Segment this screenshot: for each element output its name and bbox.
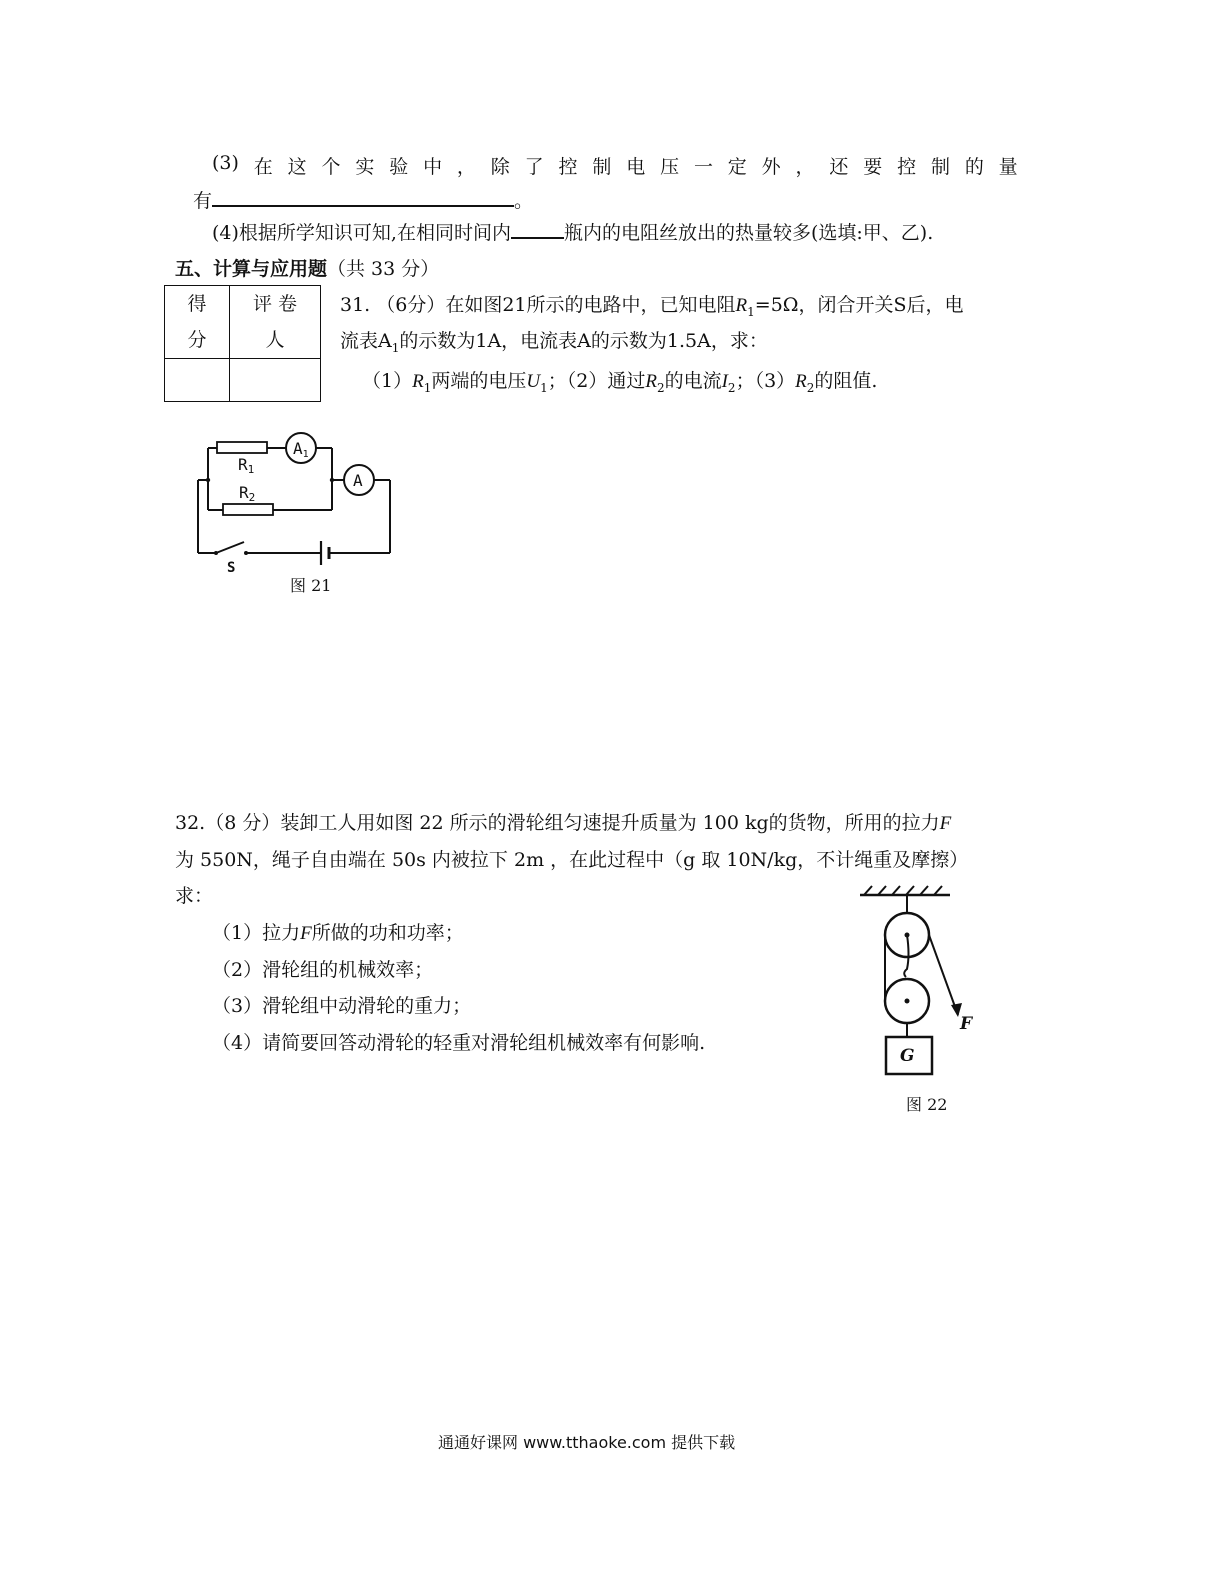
q30-part3-char: (3) bbox=[212, 152, 239, 174]
ammeter-a-label: A bbox=[353, 471, 363, 490]
q30-part3-char: 控 bbox=[558, 156, 578, 178]
q30-part3-char: 除 bbox=[490, 156, 510, 178]
section-points: （共 33 分） bbox=[327, 258, 440, 280]
q30-part3-char: 电 bbox=[626, 156, 646, 178]
switch-label: S bbox=[227, 560, 236, 576]
grader-header-cell: 评 卷 人 bbox=[230, 286, 321, 359]
q30-part3-char: 还 bbox=[829, 156, 849, 178]
q30-part3-char: 定 bbox=[727, 156, 747, 178]
q30-part3-char: 的 bbox=[964, 156, 984, 178]
q30-part4-prefix: (4)根据所学知识可知,在相同时间内 bbox=[212, 222, 511, 244]
q30-part3-char: 在 bbox=[253, 156, 273, 178]
q32-part3: （3）滑轮组中动滑轮的重力； bbox=[212, 995, 472, 1017]
q30-part3-char: 要 bbox=[863, 156, 883, 178]
q31-line1: 31. （6分）在如图21所示的电路中，已知电阻$R_1=5\Omega$，闭合开关S后，电 bbox=[340, 294, 964, 319]
q32-line1: 32.（8 分）装卸工人用如图 22 所示的滑轮组匀速提升质量为 100 kg的货物，所用的拉力F bbox=[175, 812, 952, 834]
q32-line3: 求： bbox=[175, 885, 214, 907]
q30-part3-char: 控 bbox=[897, 156, 917, 178]
section-title: 五、计算与应用题 bbox=[175, 258, 328, 280]
q30-part4 bbox=[212, 218, 933, 245]
q30-part3-char: 验 bbox=[389, 156, 409, 178]
q32-part2: （2）滑轮组的机械效率； bbox=[212, 959, 434, 981]
load-label: G bbox=[900, 1046, 915, 1066]
section-heading bbox=[175, 254, 439, 281]
q30-part4-suffix: 瓶内的电阻丝放出的热量较多(选填:甲、乙). bbox=[563, 222, 934, 244]
switch-lever bbox=[216, 542, 244, 553]
q30-part3-line1 bbox=[212, 152, 1018, 179]
q30-part3-char: 个 bbox=[321, 156, 341, 178]
page-footer: 通通好课网 www.tthaoke.com 提供下载 bbox=[438, 1433, 736, 1452]
q30-part3-char: ， bbox=[795, 156, 815, 178]
score-table bbox=[164, 285, 321, 402]
q32-part4: （4）请简要回答动滑轮的轻重对滑轮组机械效率有何影响. bbox=[212, 1032, 706, 1054]
q30-part3-char: 一 bbox=[693, 156, 713, 178]
q30-part3-char: 外 bbox=[761, 156, 781, 178]
score-entry-cell[interactable] bbox=[165, 359, 230, 402]
resistor-r2 bbox=[223, 504, 273, 515]
q30-part3-char: 制 bbox=[930, 156, 950, 178]
figure-21-caption: 图 21 bbox=[290, 576, 332, 595]
score-header-cell: 得 分 bbox=[165, 286, 230, 359]
force-label: F bbox=[960, 1014, 973, 1034]
r2-label: R2 bbox=[239, 483, 256, 504]
figure-22-pulley-system bbox=[850, 885, 990, 1080]
q30-part3-suffix: 。 bbox=[514, 190, 534, 212]
q32-part1: （1）拉力F所做的功和功率； bbox=[212, 922, 464, 944]
figure-22-caption: 图 22 bbox=[906, 1095, 948, 1114]
q30-part3-char: 量 bbox=[998, 156, 1018, 178]
q30-part3-char: 实 bbox=[355, 156, 375, 178]
q30-part3-char: 中 bbox=[423, 156, 443, 178]
answer-blank-controlled-quantity[interactable] bbox=[212, 187, 514, 207]
r1-label: R1 bbox=[238, 455, 255, 476]
q30-part3-char: 压 bbox=[660, 156, 680, 178]
figure-21-circuit bbox=[180, 425, 410, 595]
q32-line2: 为 550N，绳子自由端在 50s 内被拉下 2m ，在此过程中（g 取 10N/kg，不计绳重及摩擦） bbox=[175, 849, 969, 871]
q30-part3-char: 了 bbox=[524, 156, 544, 178]
ammeter-a1-label: A1 bbox=[293, 439, 309, 460]
grader-entry-cell[interactable] bbox=[230, 359, 321, 402]
q30-part3-char: ， bbox=[456, 156, 476, 178]
answer-blank-bottle[interactable] bbox=[511, 219, 564, 239]
q31-line2: 流表$A_1$的示数为1A，电流表A的示数为1.5A，求： bbox=[340, 330, 768, 355]
q31-subquestions: $(1)R_1$两端的电压$U_1$；（2）通过$R_2$的电流$I_2$；$(3)R_2$的阻值. bbox=[362, 370, 878, 395]
q30-part3-char: 制 bbox=[592, 156, 612, 178]
q30-part3-char: 这 bbox=[287, 156, 307, 178]
resistor-r1 bbox=[217, 442, 267, 453]
q30-part3-line2 bbox=[193, 186, 533, 213]
q30-part3-prefix: 有 bbox=[193, 190, 213, 212]
